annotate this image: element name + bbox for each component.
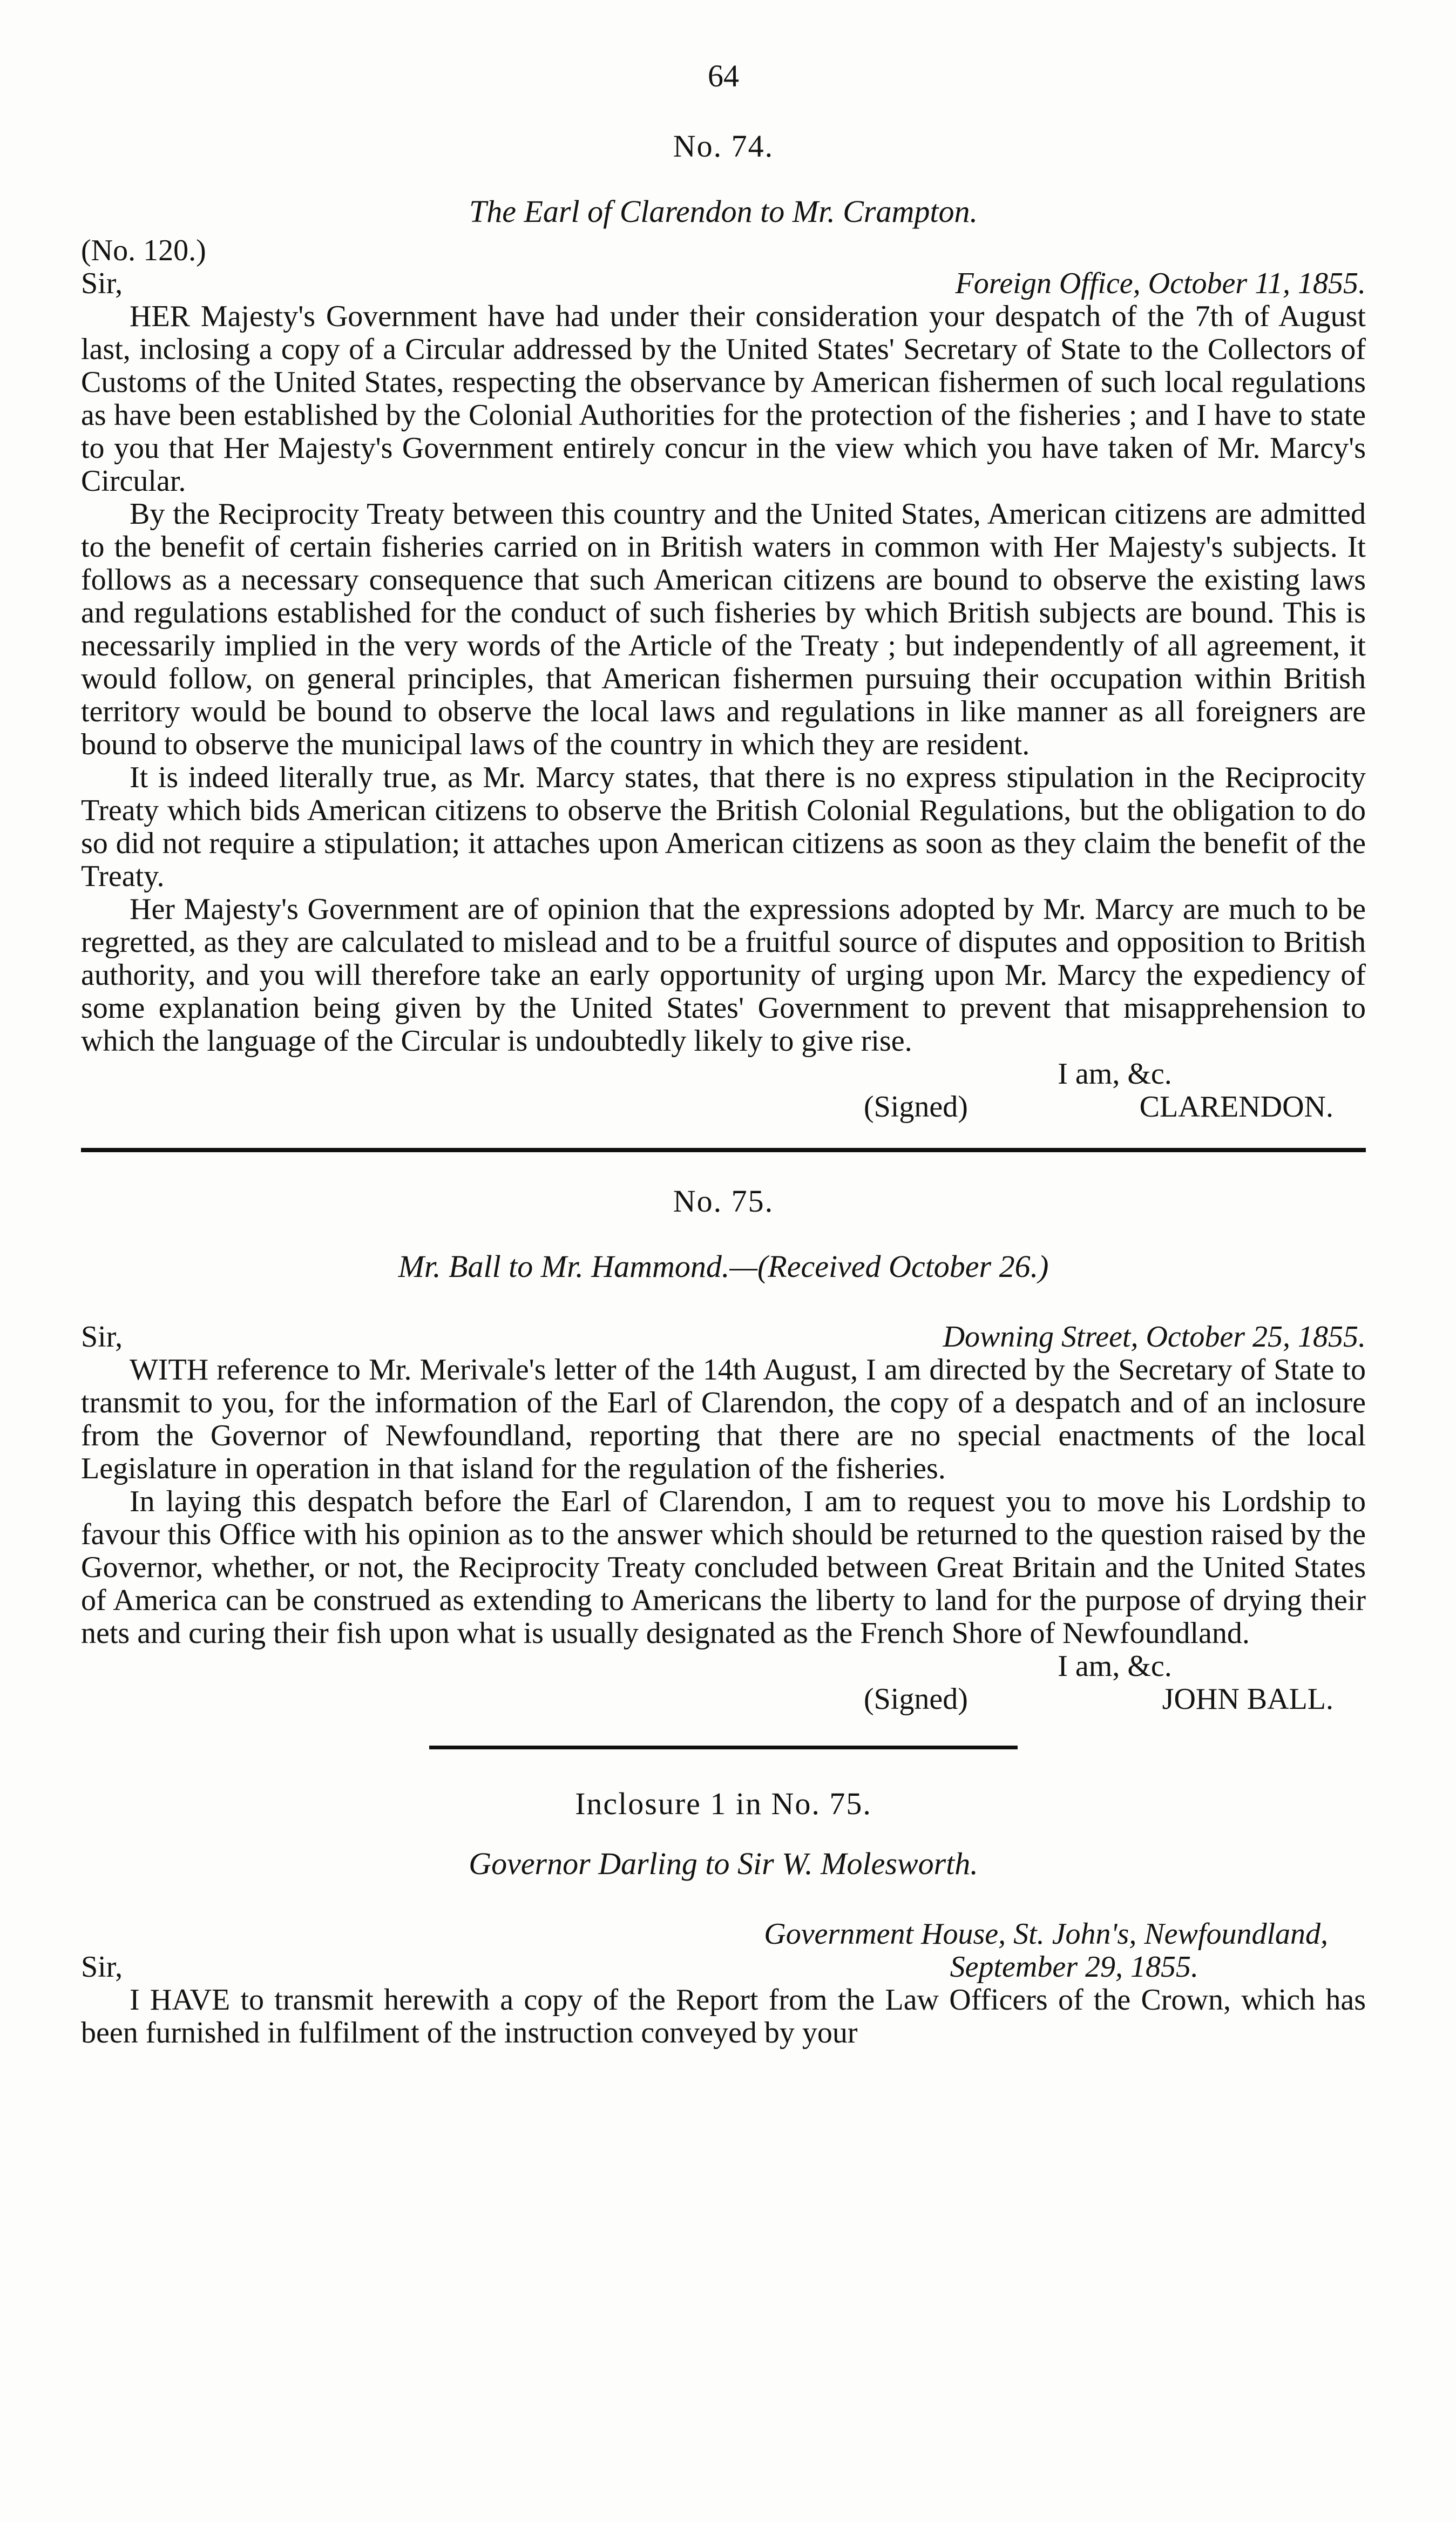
dateline: Foreign Office, October 11, 1855. (955, 267, 1366, 300)
dateline: Downing Street, October 25, 1855. (943, 1320, 1366, 1354)
signature: JOHN BALL. (1162, 1682, 1333, 1716)
reference-number: (No. 120.) (81, 234, 206, 267)
signature-line (864, 1683, 1333, 1716)
salutation: Sir, (81, 267, 123, 300)
salutation-row (81, 267, 1366, 300)
paragraph: By the Reciprocity Treaty between this country and the United States, American citizens are admitted to the benefit of certain fisheries carried on in British waters in common with Her Majesty's subjects. It follows as a necessary consequence that such American citizens are bound to observe the existing laws and regulations established for the conduct of such fisheries by which British subjects are bound. This is necessarily implied in the very words of the Article of the Treaty ; but independently of all agreement, it would follow, on general principles, that American fishermen pursuing their occupation within British territory would be bound to observe the local laws and regulations in like manner as all foreigners are bound to observe the municipal laws of the country in which they are resident. (81, 497, 1366, 761)
salutation: Sir, (81, 1950, 123, 1984)
page-number: 64 (708, 58, 739, 93)
signature-line (864, 1091, 1333, 1124)
salutation-row (81, 1951, 1366, 1984)
paragraph: In laying this despatch before the Earl of Clarendon, I am to request you to move his Lordship to favour this Office with his opinion as to the answer which should be returned to the question raised by the Governor, whether, or not, the Reciprocity Treaty concluded between Great Britain and the United States of America can be construed as extending to Americans the liberty to land for the purpose of drying their nets and curing their fish upon what is usually designated as the French Shore of Newfoundland. (81, 1485, 1366, 1650)
paragraph: Her Majesty's Government are of opinion that the expressions adopted by Mr. Marcy are much to be regretted, as they are calculated to mislead and to be a fruitful source of disputes and opposition to British authority, and you will therefore take an early opportunity of urging upon Mr. Marcy the expediency of some explanation being given by the United States' Government to prevent that misapprehension to which the language of the Circular is undoubtedly likely to give rise. (81, 892, 1366, 1058)
address-line: Government House, St. John's, Newfoundland, (764, 1917, 1328, 1951)
document-no-74 (81, 130, 1366, 1124)
section-divider (429, 1746, 1018, 1749)
paragraph: It is indeed literally true, as Mr. Marcy states, that there is no express stipulation in the Reciprocity Treaty which bids American citizens to observe the British Colonial Regulations, but the obligation to do so did not require a stipulation; it attaches upon American citizens as soon as they claim the benefit of the Treaty. (81, 761, 1366, 893)
inclosure-1-no-75 (81, 1787, 1366, 2050)
document-number: No. 74. (673, 129, 774, 164)
document-no-75 (81, 1185, 1366, 1716)
section-divider (81, 1148, 1366, 1152)
dateline: September 29, 1855. (950, 1950, 1198, 1984)
signoff (864, 1058, 1333, 1124)
document-title: Mr. Ball to Mr. Hammond.—(Received October 26.) (398, 1249, 1049, 1284)
inclosure-heading: Inclosure 1 in No. 75. (575, 1786, 872, 1821)
signoff (864, 1650, 1333, 1716)
salutation: Sir, (81, 1320, 123, 1354)
signed-label: (Signed) (864, 1090, 968, 1124)
closing: I am, &c. (1058, 1057, 1172, 1091)
closing: I am, &c. (1058, 1649, 1172, 1683)
document-page (81, 59, 1366, 2050)
document-number: No. 75. (673, 1184, 774, 1219)
signed-label: (Signed) (864, 1682, 968, 1716)
paragraph: I HAVE to transmit herewith a copy of the Report from the Law Officers of the Crown, which has been furnished in fulfilment of the instruction conveyed by your (81, 1983, 1366, 2050)
paragraph: HER Majesty's Government have had under their consideration your despatch of the 7th of August last, inclosing a copy of a Circular addressed by the United States' Secretary of State to the Collectors of Customs of the United States, respecting the observance by American fishermen of such local regulations as have been established by the Colonial Authorities for the protection of the fisheries ; and I have to state to you that Her Majesty's Government entirely concur in the view which you have taken of Mr. Marcy's Circular. (81, 300, 1366, 498)
paragraph: WITH reference to Mr. Merivale's letter of the 14th August, I am directed by the Secretary of State to transmit to you, for the information of the Earl of Clarendon, the copy of a despatch and of an inclosure from the Governor of Newfoundland, reporting that there are no special enactments of the local Legislature in operation in that island for the regulation of the fisheries. (81, 1353, 1366, 1485)
document-title: The Earl of Clarendon to Mr. Crampton. (469, 194, 978, 229)
signature: CLARENDON. (1139, 1090, 1333, 1124)
document-title: Governor Darling to Sir W. Molesworth. (469, 1846, 978, 1881)
salutation-row (81, 1321, 1366, 1354)
